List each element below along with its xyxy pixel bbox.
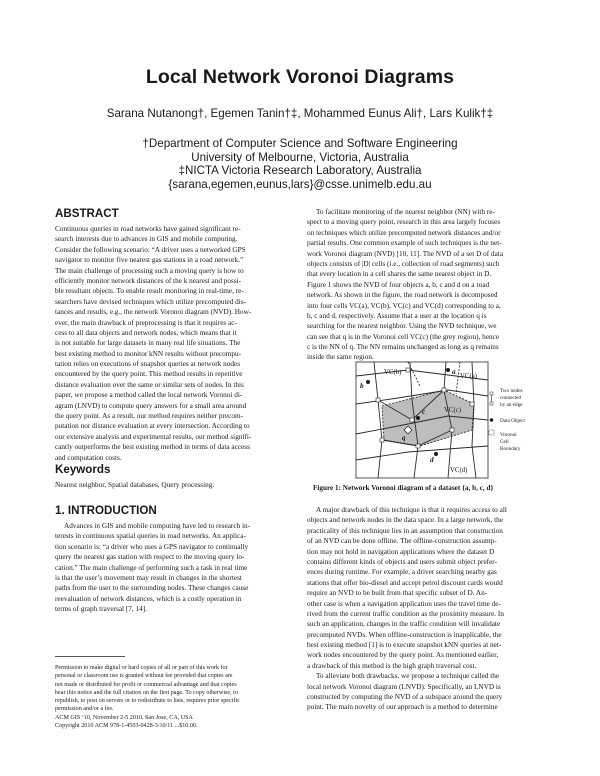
text-line: ever, the main drawback of preprocessing is that it requires ac- bbox=[55, 318, 237, 327]
introduction-body bbox=[55, 521, 293, 615]
text-line: searching for the nearest neighbor. Using the NVD technique, we bbox=[307, 322, 497, 331]
right-column-body bbox=[307, 505, 547, 713]
label-d: d bbox=[430, 456, 434, 464]
text-line: ences during runtime. For example, a driver searching nearby gas bbox=[307, 568, 497, 577]
keywords-body bbox=[55, 480, 293, 490]
legend-data-object: Data Object bbox=[500, 418, 525, 424]
legend-nodes-line: Two nodes bbox=[500, 388, 523, 394]
text-line: precomputed NVDs. When offline-construction is inapplicable, the bbox=[307, 630, 502, 639]
text-line: partial results. One common example of such techniques is the net- bbox=[307, 239, 502, 248]
text-line: network. As shown in the figure, the road network is decomposed bbox=[307, 291, 498, 300]
text-line: other case is when a navigation application uses the travel time de- bbox=[307, 599, 501, 608]
text-line: and computation costs. bbox=[55, 453, 122, 462]
text-line: c is the NN of q. The NN remains unchanged as long as q remains bbox=[307, 343, 499, 352]
text-line: A major drawback of this technique is that it requires access to all bbox=[316, 506, 507, 514]
text-line: b, c and d, respectively. Assume that a user at the location q is bbox=[307, 311, 487, 320]
text-line: on techniques which utilize precomputed network distances and/or bbox=[307, 228, 501, 237]
text-line: bear this notice and the full citation on the first page. To copy otherwise, to bbox=[55, 689, 238, 696]
introduction-heading: 1. INTRODUCTION bbox=[55, 504, 157, 517]
text-line: To alleviate both drawbacks, we propose a technique called the bbox=[316, 672, 500, 681]
text-line: search interests due to advances in GIS and mobile computing. bbox=[55, 235, 238, 244]
keywords-heading: Keywords bbox=[55, 463, 111, 476]
text-line: paper, we propose a method called the local network Voronoi di- bbox=[55, 391, 243, 400]
object-a bbox=[446, 368, 450, 372]
legend-nodes-line: by an edge bbox=[500, 402, 523, 408]
object-b bbox=[366, 380, 370, 384]
text-line: such an application, changes in the traffic condition will invalidate bbox=[307, 620, 501, 629]
text-line: not made or distributed for profit or commercial advantage and that copies bbox=[55, 681, 237, 688]
text-line: cantly outperforms the best existing method in terms of data access bbox=[55, 443, 250, 452]
text-line: Continuous queries in road networks have gained significant re- bbox=[55, 225, 241, 233]
text-line: query the nearest gas station with respect to the moving query lo- bbox=[55, 553, 245, 562]
text-line: of an NVD can be done offline. The offline-construction assump- bbox=[307, 537, 497, 546]
text-line: spect to a moving query point, research in this area largely focuses bbox=[307, 218, 501, 227]
object-d bbox=[434, 452, 438, 456]
text-line: cess to all data objects and network nodes, which means that it bbox=[55, 328, 237, 337]
figure-1-caption: Figure 1: Network Voronoi diagram of a dataset {a, b, c, d} bbox=[313, 484, 494, 492]
legend-boundary-line: Boundary bbox=[500, 446, 521, 452]
text-line: putation nor distance evaluation at every intersection. According to bbox=[55, 422, 250, 431]
text-line: best existing method to monitor kNN results without precompu- bbox=[55, 349, 242, 358]
legend-boundary-line: Cell bbox=[500, 439, 509, 445]
text-line: is that the user’s movement may result in changes in the shortest bbox=[55, 573, 242, 582]
text-line: To facilitate monitoring of the nearest neighbor (NN) with re- bbox=[316, 208, 495, 216]
text-line: work Voronoi diagram (NVD) [10, 11]. The NVD of a set D of data bbox=[307, 249, 504, 258]
text-line: work nodes encountered by the query point. As mentioned earlier, bbox=[307, 651, 499, 660]
text-line: ACM GIS ’10, November 2-5 2010. San Jose, CA, USA bbox=[55, 714, 193, 721]
text-line: contains different kinds of objects and users submit object prefer- bbox=[307, 557, 497, 566]
text-line: into four cells VC(a), VC(b), VC(c) and VC(d) corresponding to a, bbox=[307, 301, 501, 310]
affiliation-line: †Department of Computer Science and Software Engineering bbox=[142, 137, 458, 150]
figure-1-network-voronoi bbox=[348, 360, 548, 484]
text-line: reevaluation of network distances, which is a costly operation in bbox=[55, 594, 242, 603]
text-line: objects and network nodes in the data space. In a large network, the bbox=[307, 516, 503, 525]
label-vc-b: VC(b) bbox=[384, 369, 402, 376]
text-line: require an NVD to be built from that specific subset of D. An- bbox=[307, 589, 488, 598]
label-c: c bbox=[422, 408, 426, 416]
text-line: encountered by the query point. This method results in repetitive bbox=[55, 370, 243, 379]
text-line: Advances in GIS and mobile computing have led to research in- bbox=[64, 522, 251, 530]
object-c bbox=[416, 416, 420, 420]
label-vc-c: VC(c) bbox=[444, 407, 461, 414]
text-line: our extensive analysis and experimental results, our method signifi- bbox=[55, 432, 252, 441]
legend-boundary-line: Voronoi bbox=[500, 432, 517, 438]
text-line: ble resultant objects. To enable result monitoring in real-time, re- bbox=[55, 287, 244, 296]
text-line: local network Voronoi diagram (LNVD). Specifically, an LNVD is bbox=[307, 682, 501, 691]
text-line: paths from the user to the surrounding nodes. These changes cause bbox=[55, 584, 249, 593]
text-line: terms of graph traversal [7, 14]. bbox=[55, 605, 148, 614]
text-line: the query point. As a result, our method requires neither precom- bbox=[55, 412, 244, 421]
keywords-text: Nearest neighbor, Spatial databases, Query processing. bbox=[55, 481, 215, 489]
figure-legend bbox=[489, 388, 525, 452]
text-line: point. The main novelty of our approach is a method to determine bbox=[307, 703, 498, 712]
text-line: searchers have devised techniques which utilize precomputed dis- bbox=[55, 297, 247, 306]
label-vc-a: VC(a) bbox=[460, 373, 477, 380]
text-line: cation.” The main challenge of performing such a task in real time bbox=[55, 563, 248, 572]
text-line: personal or classroom use is granted without fee provided that copies are bbox=[55, 673, 233, 680]
text-line: terests in continuous spatial queries in road networks. An applica- bbox=[55, 532, 246, 541]
text-line: is not suitable for large datasets in many real life situations. The bbox=[55, 339, 241, 348]
text-line: tation relies on executions of snapshot queries at network nodes bbox=[55, 360, 241, 369]
affiliation-line: University of Melbourne, Victoria, Australia bbox=[191, 150, 409, 164]
text-line: a drawback of this method is the high graph traversal cost. bbox=[307, 661, 477, 670]
legend-nodes-line: connected bbox=[500, 395, 522, 401]
footnote-rule bbox=[55, 656, 125, 657]
text-line: constructed by computing the NVD of a subspace around the query bbox=[307, 693, 503, 702]
affiliation-email: {sarana,egemen,eunus,lars}@csse.unimelb.edu.au bbox=[168, 177, 432, 191]
paper-title: Local Network Voronoi Diagrams bbox=[145, 66, 455, 88]
text-line: tion may not hold in navigation applications where the dataset D bbox=[307, 547, 495, 556]
text-line: permission and/or a fee. bbox=[55, 706, 114, 713]
label-b: b bbox=[360, 382, 364, 390]
text-line: tances and results, e.g., the network Voronoi diagram (NVD). How- bbox=[55, 308, 252, 317]
affiliation-line: ‡NICTA Victoria Research Laboratory, Australia bbox=[178, 164, 422, 178]
affiliations bbox=[0, 137, 600, 191]
text-line: practicality of this technique lies in an assumption that construction bbox=[307, 526, 503, 535]
author-list: Sarana Nutanong†, Egemen Tanin†‡, Mohammed Eunus Ali†, Lars Kulik†‡ bbox=[106, 107, 494, 120]
abstract-heading: ABSTRACT bbox=[55, 207, 119, 220]
text-line: objects consists of |D| cells (i.e., collection of road segments) such bbox=[307, 259, 500, 268]
text-line: Figure 1 shows the NVD of four objects a, b, c and d on a road bbox=[307, 280, 490, 289]
text-line: rived from the current traffic condition as the proximity measure. In bbox=[307, 609, 504, 618]
text-line: Permission to make digital or hard copies of all or part of this work for bbox=[55, 665, 228, 671]
text-line: tion scenario is: “a driver who uses a GPS navigator to continually bbox=[55, 542, 249, 551]
text-line: Consider the following scenario: “A driver uses a networked GPS bbox=[55, 245, 246, 254]
text-line: republish, to post on servers or to redistribute to lists, requires prior specific bbox=[55, 698, 240, 705]
text-line: distance evaluation over the same or similar sets of nodes. In this bbox=[55, 380, 244, 389]
label-a: a bbox=[452, 368, 456, 376]
text-line: Copyright 2010 ACM 978-1-4503-0428-3/10/11 ...$10.00. bbox=[55, 723, 198, 730]
text-line: agram (LNVD) to compute query answers for a small area around bbox=[55, 401, 247, 410]
right-column-intro bbox=[307, 207, 547, 363]
text-line: efficiently monitor network distances of the k nearest and possi- bbox=[55, 276, 242, 285]
text-line: inside the same region. bbox=[307, 353, 374, 362]
abstract-body bbox=[55, 224, 293, 463]
label-vc-d: VC(d) bbox=[450, 467, 468, 474]
text-line: can see that q is in the Voronoi cell VC(c) (the grey region), hence bbox=[307, 332, 500, 341]
text-line: that every location in a cell shares the same nearest object in D. bbox=[307, 270, 492, 279]
label-q: q bbox=[402, 434, 406, 442]
text-line: The main challenge of processing such a moving query is how to bbox=[55, 266, 244, 275]
text-line: best existing method [1] is to execute snapshot kNN queries at net- bbox=[307, 641, 502, 650]
text-line: navigator to monitor five nearest gas stations in a road network.” bbox=[55, 256, 244, 265]
text-line: stations that offer bio-diesel and accept petrol discount cards would bbox=[307, 578, 503, 587]
permission-notice bbox=[55, 664, 293, 730]
